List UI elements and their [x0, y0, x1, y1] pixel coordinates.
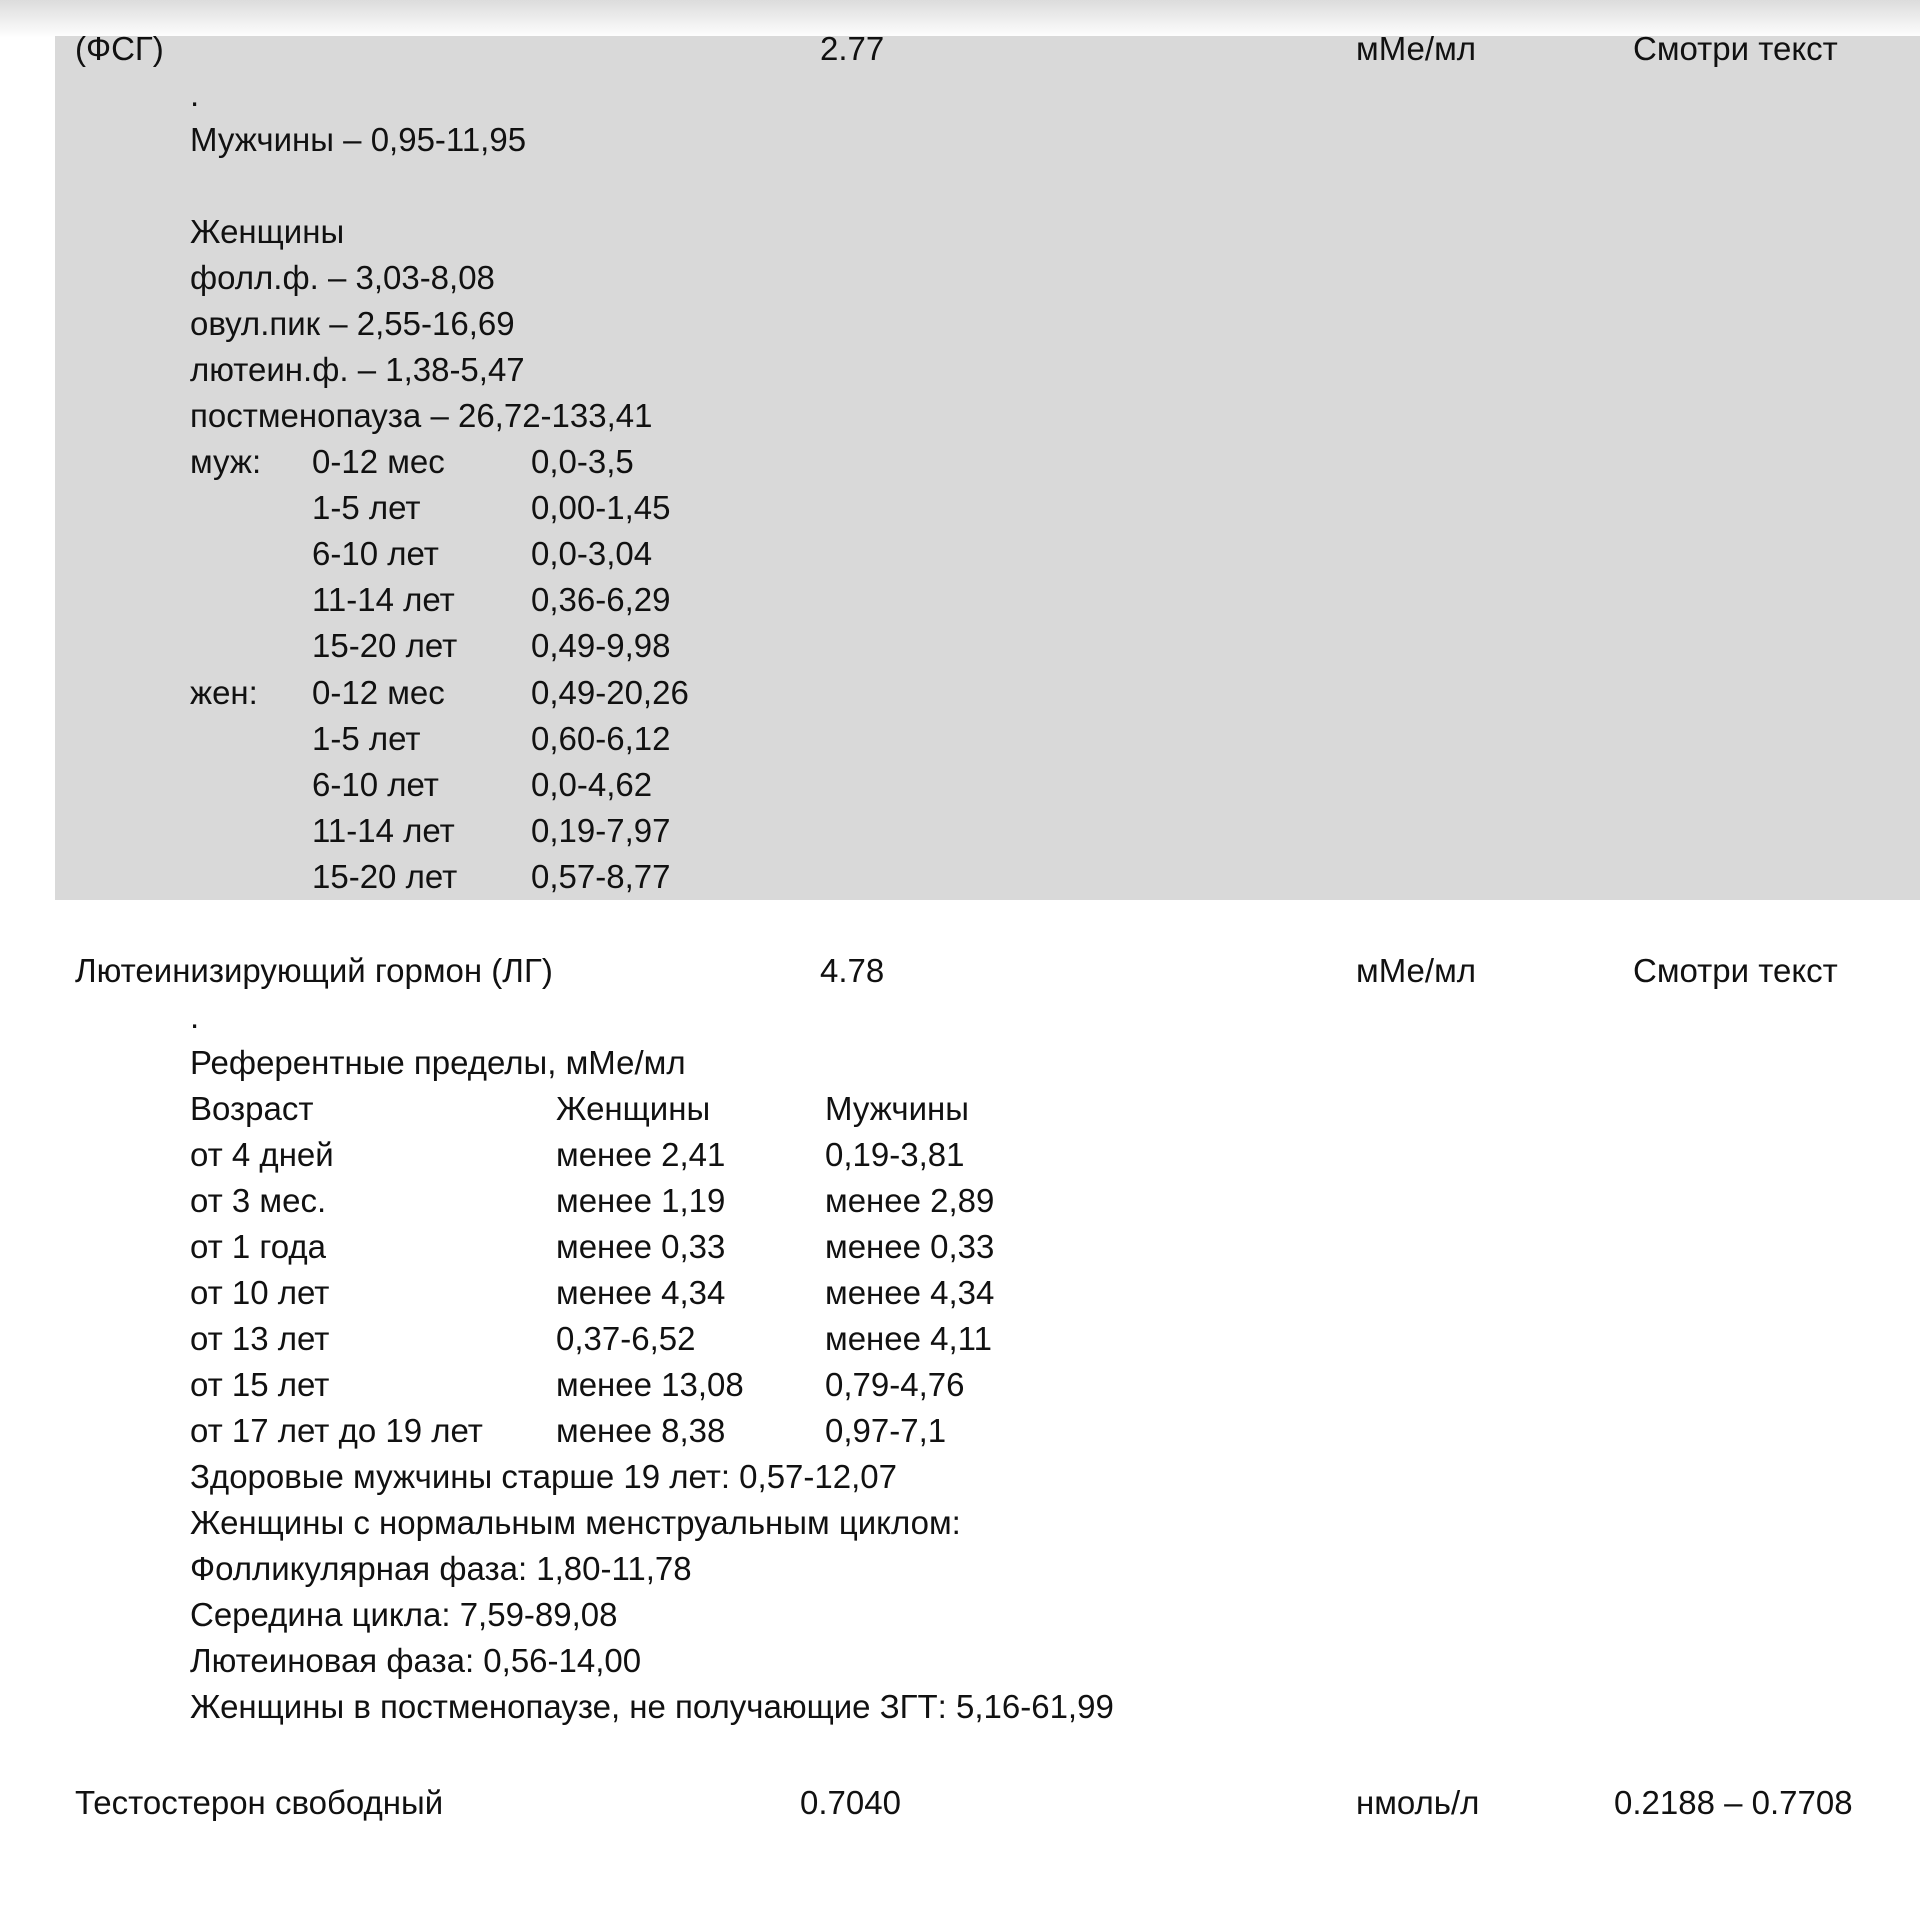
fsh-male-age: 11-14 лет — [312, 581, 455, 618]
lh-name: Лютеинизирующий гормон (ЛГ) — [75, 952, 553, 989]
fsh-women-phase: овул.пик – 2,55-16,69 — [190, 305, 515, 342]
lh-row-men: менее 2,89 — [825, 1182, 995, 1219]
fsh-female-age: 15-20 лет — [312, 858, 458, 895]
fsh-women-phase: лютеин.ф. – 1,38-5,47 — [190, 351, 525, 388]
fsh-female-age: 11-14 лет — [312, 812, 455, 849]
lh-note: Лютеиновая фаза: 0,56-14,00 — [190, 1642, 642, 1679]
fsh-female-range: 0,57-8,77 — [531, 858, 671, 895]
lh-row-women: менее 4,34 — [556, 1274, 726, 1311]
lh-reference: Смотри текст — [1633, 952, 1838, 989]
fsh-male-range: 0,36-6,29 — [531, 581, 671, 618]
fsh-male-age: 15-20 лет — [312, 627, 458, 664]
lh-row-age: от 13 лет — [190, 1320, 330, 1357]
fsh-male-range: 0,00-1,45 — [531, 489, 671, 526]
fsh-female-range: 0,49-20,26 — [531, 674, 689, 711]
lh-row-women: менее 0,33 — [556, 1228, 726, 1265]
lh-row-men: менее 4,11 — [825, 1320, 992, 1357]
fsh-female-range: 0,60-6,12 — [531, 720, 671, 757]
fsh-male-range: 0,49-9,98 — [531, 627, 671, 664]
testosterone-reference: 0.2188 – 0.7708 — [1614, 1784, 1853, 1821]
lh-row-age: от 1 года — [190, 1228, 326, 1265]
testosterone-unit: нмоль/л — [1356, 1784, 1480, 1821]
lh-row-men: 0,79-4,76 — [825, 1366, 965, 1403]
top-edge-shadow — [0, 0, 1920, 38]
fsh-female-label: жен: — [190, 674, 258, 711]
fsh-female-age: 0-12 мес — [312, 674, 445, 711]
lh-row-women: менее 2,41 — [556, 1136, 726, 1173]
fsh-male-age: 6-10 лет — [312, 535, 439, 572]
testosterone-value: 0.7040 — [800, 1784, 901, 1821]
lh-note: Здоровые мужчины старше 19 лет: 0,57-12,07 — [190, 1458, 897, 1495]
testosterone-name: Тестостерон свободный — [75, 1784, 444, 1821]
fsh-dot: . — [190, 76, 200, 113]
fsh-female-range: 0,19-7,97 — [531, 812, 671, 849]
fsh-men-range: Мужчины – 0,95-11,95 — [190, 121, 527, 158]
lh-note: Женщины в постменопаузе, не получающие ЗГТ: 5,16-61,99 — [190, 1688, 1114, 1725]
lh-value: 4.78 — [820, 952, 885, 989]
lh-row-age: от 15 лет — [190, 1366, 330, 1403]
lh-row-women: менее 13,08 — [556, 1366, 744, 1403]
lh-row-age: от 17 лет до 19 лет — [190, 1412, 483, 1449]
fsh-unit: мМе/мл — [1356, 30, 1477, 67]
lh-row-men: менее 4,34 — [825, 1274, 995, 1311]
lh-row-women: 0,37-6,52 — [556, 1320, 696, 1357]
lh-row-age: от 3 мес. — [190, 1182, 327, 1219]
lh-unit: мМе/мл — [1356, 952, 1477, 989]
lh-note: Женщины с нормальным менструальным циклом: — [190, 1504, 961, 1541]
lh-row-women: менее 1,19 — [556, 1182, 726, 1219]
fsh-male-label: муж: — [190, 443, 262, 480]
lh-row-age: от 10 лет — [190, 1274, 330, 1311]
fsh-name: (ФСГ) — [75, 30, 164, 67]
fsh-female-range: 0,0-4,62 — [531, 766, 653, 803]
lh-row-men: менее 0,33 — [825, 1228, 995, 1265]
lh-row-women: менее 8,38 — [556, 1412, 726, 1449]
fsh-male-age: 0-12 мес — [312, 443, 445, 480]
fsh-female-age: 6-10 лет — [312, 766, 439, 803]
fsh-male-age: 1-5 лет — [312, 489, 421, 526]
lh-dot: . — [190, 998, 200, 1035]
fsh-women-phase: фолл.ф. – 3,03-8,08 — [190, 259, 495, 296]
fsh-women-header: Женщины — [190, 213, 345, 250]
fsh-reference: Смотри текст — [1633, 30, 1838, 67]
lh-header-men: Мужчины — [825, 1090, 970, 1127]
lh-note: Фолликулярная фаза: 1,80-11,78 — [190, 1550, 692, 1587]
lh-row-men: 0,97-7,1 — [825, 1412, 947, 1449]
fsh-women-phase: постменопауза – 26,72-133,41 — [190, 397, 653, 434]
fsh-value: 2.77 — [820, 30, 885, 67]
fsh-male-range: 0,0-3,5 — [531, 443, 634, 480]
lh-note: Середина цикла: 7,59-89,08 — [190, 1596, 618, 1633]
lh-header-women: Женщины — [556, 1090, 711, 1127]
lh-ref-title: Референтные пределы, мМе/мл — [190, 1044, 686, 1081]
fsh-male-range: 0,0-3,04 — [531, 535, 653, 572]
fsh-female-age: 1-5 лет — [312, 720, 421, 757]
lh-header-age: Возраст — [190, 1090, 314, 1127]
lh-row-age: от 4 дней — [190, 1136, 334, 1173]
lh-row-men: 0,19-3,81 — [825, 1136, 965, 1173]
